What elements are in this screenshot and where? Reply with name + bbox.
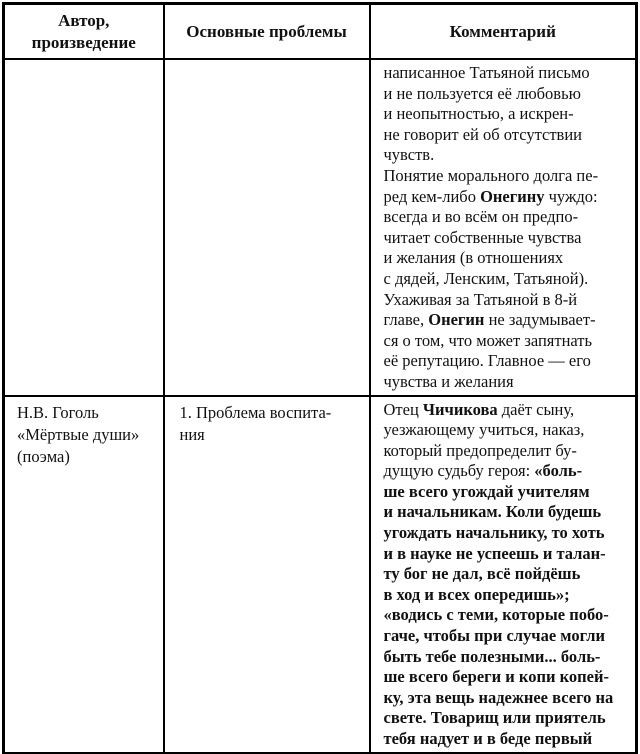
table-row (4, 396, 637, 754)
table-row (4, 59, 637, 396)
author-cell-gogol: Н.В. Гоголь «Мёртвые души» (поэма) (4, 396, 164, 754)
problems-cell-upbringing: 1. Проблема воспита- ния (164, 396, 370, 754)
column-header-commentary: Комментарий (370, 4, 637, 60)
table-header-row (4, 4, 637, 60)
commentary-cell-chichikov: Отец Чичикова даёт сыну, уезжающему учиться, наказ, который предопределит бу- дущую судьбу героя: «боль- ше всего угождай учителям и начальникам. Коли будешь угождать начальнику, то хоть и в науке не успеешь и талан- ту бог не дал, всё пойдёшь в ход и всех опередишь»; «водись с теми, которые побо- гаче, чтобы при случае могли быть тебе полезными... боль- ше всего береги и копи копей- ку, эта вещь надежнее всего на свете. Товарищ или приятель тебя надует и в беде первый (370, 396, 637, 754)
author-cell-row1-empty (4, 59, 164, 396)
column-header-author-work: Автор, произведение (4, 4, 164, 60)
problems-cell-row1-empty (164, 59, 370, 396)
column-header-main-problems: Основные проблемы (164, 4, 370, 60)
literature-analysis-table (2, 2, 638, 754)
commentary-cell-onegin: написанное Татьяной письмо и не пользуется её любовью и неопытностью, а искрен- не говорит ей об отсутствии чувств. Понятие морального долга пе- ред кем-либо Онегину чуждо: всегда и во всём он предпо- читает собственные чувства и желания (в отношениях с дядей, Ленским, Татьяной). Ухаживая за Татьяной в 8-й главе, Онегин не задумывает- ся о том, что может запятнать её репутацию. Главное — его чувства и желания (370, 59, 637, 396)
